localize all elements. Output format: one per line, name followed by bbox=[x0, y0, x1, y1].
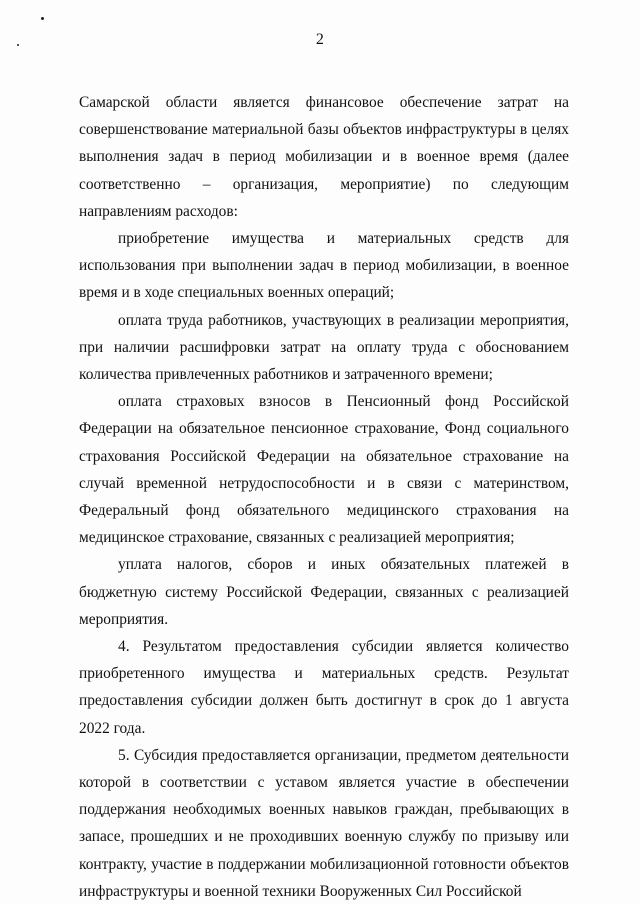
document-body bbox=[79, 89, 569, 905]
paragraph: оплата страховых взносов в Пенсионный фонд Российской Федерации на обязательное пенсионное страхование, Фонд социального страхования Российской Федерации на обязательное страхование на случай временной нетрудоспособности и в связи с материнством, Федеральный фонд обязательного медицинского страхования на медицинское страхование, связанных с реализацией мероприятия; bbox=[79, 393, 569, 547]
scan-dot bbox=[41, 17, 44, 20]
paragraph: 5. Субсидия предоставляется организации, предметом деятельности которой в соответствии с уставом является участие в обеспечении поддержания необходимых военных навыков граждан, пребывающих в запасе, прошедших и не проходивших военную службу по призыву или контракту, участие в поддержании мобилизационной готовности объектов инфраструктуры и военной техники Вооруженных Сил Российской bbox=[79, 746, 569, 900]
paragraph: Самарской области является финансовое обеспечение затрат на совершенствование материальной базы объектов инфраструктуры в целях выполнения задач в период мобилизации и в военное время (далее соответственно – организация, мероприятие) по следующим направлениям расходов: bbox=[79, 94, 569, 220]
paragraph: 4. Результатом предоставления субсидии является количество приобретенного имущества и материальных средств. Результат предоставления субсидии должен быть достигнут в срок до 1 августа 2022 года. bbox=[79, 638, 569, 737]
paragraph: уплата налогов, сборов и иных обязательных платежей в бюджетную систему Российской Федерации, связанных с реализацией мероприятия. bbox=[79, 556, 569, 628]
paragraph: приобретение имущества и материальных средств для использования при выполнении задач в период мобилизации, в военное время и в ходе специальных военных операций; bbox=[79, 230, 569, 302]
page-number: 2 bbox=[315, 31, 325, 48]
paragraph: оплата труда работников, участвующих в реализации мероприятия, при наличии расшифровки затрат на оплату труда с обоснованием количества привлеченных работников и затраченного времени; bbox=[79, 311, 569, 384]
